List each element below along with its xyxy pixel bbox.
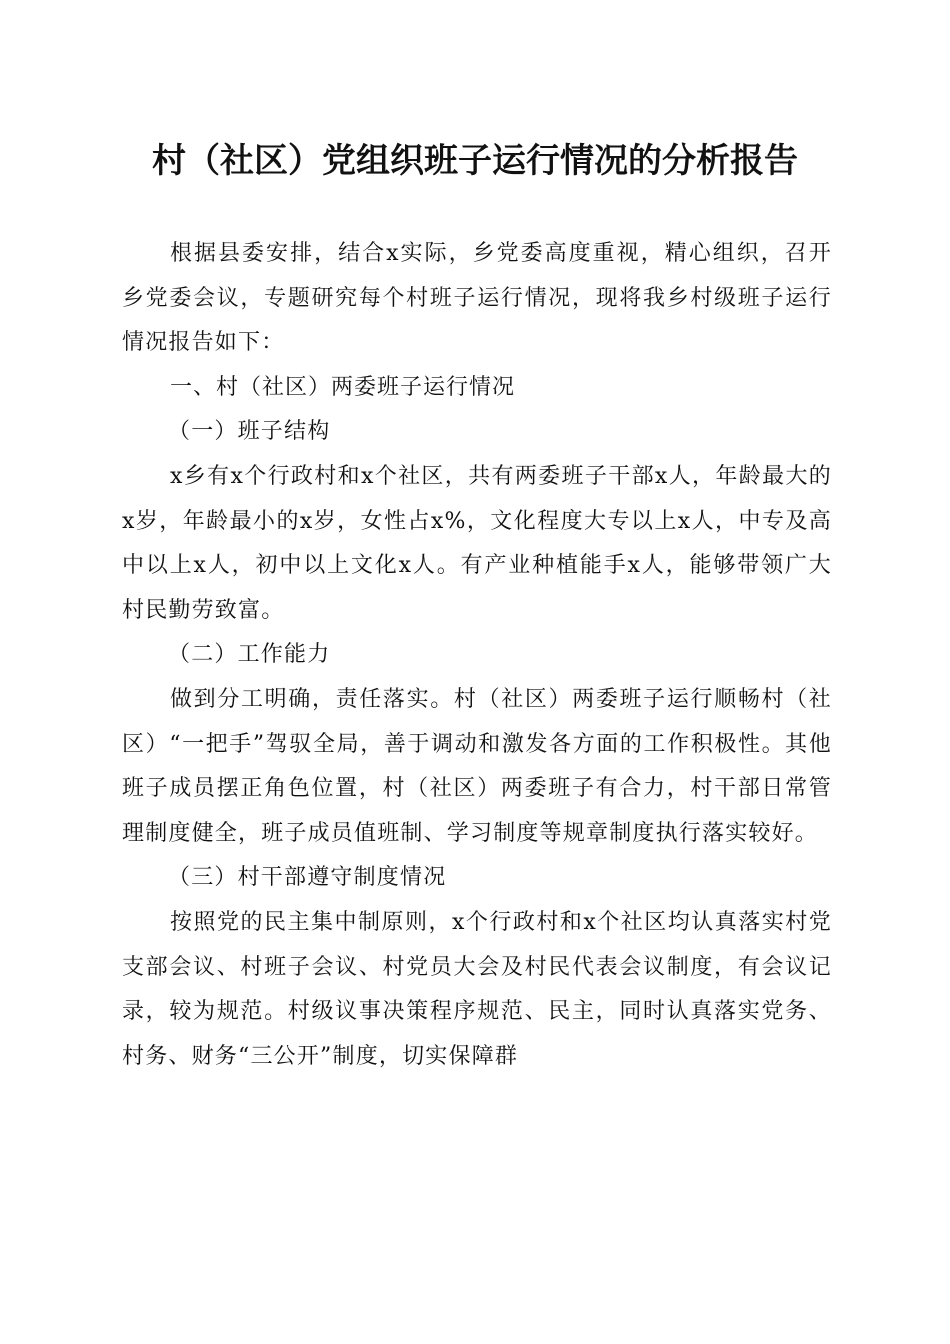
- subsection-heading-ability: （二）工作能力: [168, 642, 331, 668]
- subsection-heading-structure: （一）班子结构: [168, 419, 331, 445]
- structure-paragraph: x乡有x个行政村和x个社区，共有两委班子干部x人，年龄最大的x岁，年龄最小的x岁，女性占x%，文化程度大专以上x人，中专及高中以上x人，初中以上文化x人。有产业种植能手x人，能够带领广大村民勤劳致富。: [122, 463, 832, 623]
- document-body: [122, 232, 832, 1079]
- document-title: 村（社区）党组织班子运行情况的分析报告: [152, 141, 798, 181]
- compliance-paragraph: 按照党的民主集中制原则，x个行政村和x个社区均认真落实村党支部会议、村班子会议、村党员大会及村民代表会议制度，有会议记录，较为规范。村级议事决策程序规范、民主，同时认真落实党务、村务、财务“三公开”制度，切实保障群: [122, 909, 832, 1069]
- intro-paragraph: 根据县委安排，结合x实际，乡党委高度重视，精心组织，召开乡党委会议，专题研究每个村班子运行情况，现将我乡村级班子运行情况报告如下：: [122, 241, 832, 356]
- ability-paragraph: 做到分工明确，责任落实。村（社区）两委班子运行顺畅村（社区）“一把手”驾驭全局，善于调动和激发各方面的工作积极性。其他班子成员摆正角色位置，村（社区）两委班子有合力，村干部日常管理制度健全，班子成员值班制、学习制度等规章制度执行落实较好。: [122, 686, 832, 846]
- section-heading-1: 一、村（社区）两委班子运行情况: [170, 374, 516, 400]
- subsection-heading-compliance: （三）村干部遵守制度情况: [168, 865, 447, 891]
